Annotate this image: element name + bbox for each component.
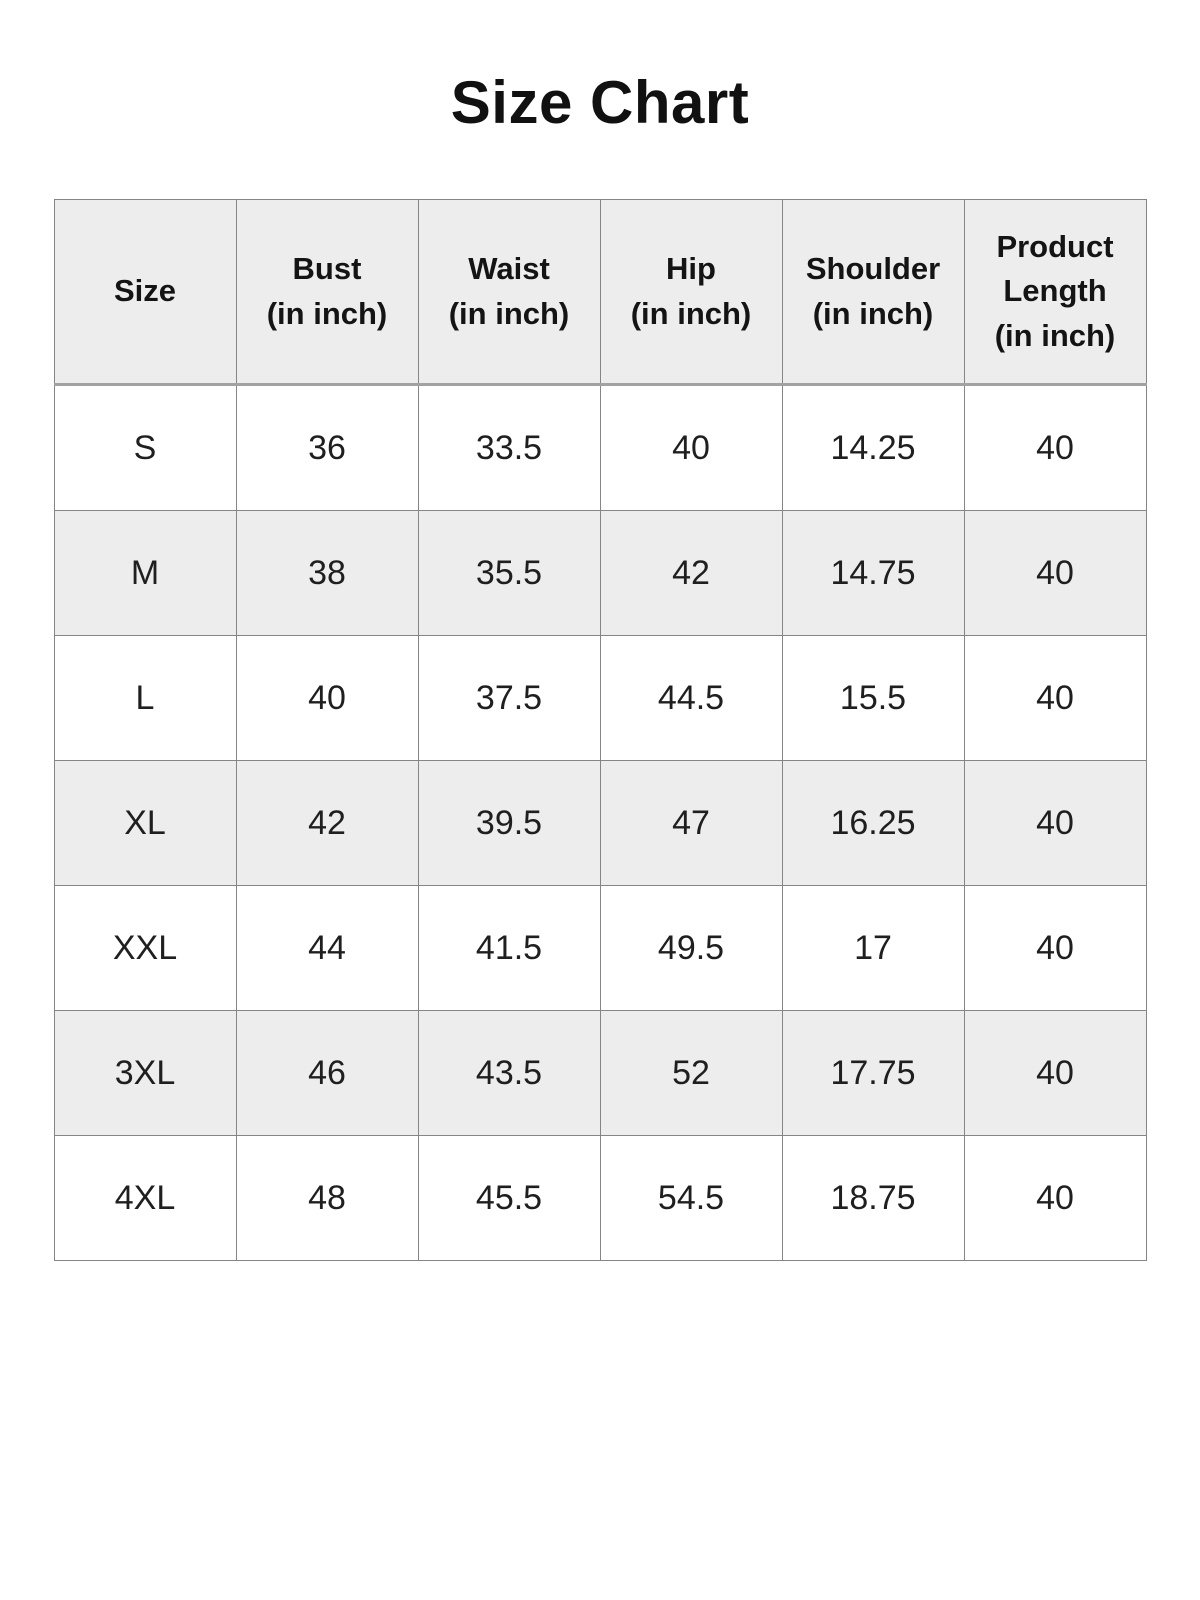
- shoulder-cell: 14.75: [782, 511, 964, 636]
- shoulder-cell: 14.25: [782, 385, 964, 511]
- table-row-3xl: [54, 1011, 1146, 1136]
- header-row: [54, 200, 1146, 385]
- bust-cell: 36: [236, 385, 418, 511]
- hip-cell: 44.5: [600, 636, 782, 761]
- hip-cell: 54.5: [600, 1136, 782, 1261]
- bust-cell: 40: [236, 636, 418, 761]
- bust-cell: 44: [236, 886, 418, 1011]
- column-header-bust: [236, 200, 418, 385]
- table-row-s: [54, 385, 1146, 511]
- column-label: Product Length: [996, 229, 1114, 309]
- hip-cell: 40: [600, 385, 782, 511]
- shoulder-cell: 15.5: [782, 636, 964, 761]
- table-row-m: [54, 511, 1146, 636]
- product-length-cell: 40: [964, 1136, 1146, 1261]
- column-label: Hip: [666, 251, 716, 287]
- product-length-cell: 40: [964, 761, 1146, 886]
- product-length-cell: 40: [964, 1011, 1146, 1136]
- page-title: Size Chart: [450, 69, 750, 136]
- waist-cell: 43.5: [418, 1011, 600, 1136]
- column-unit: (in inch): [812, 295, 934, 331]
- size-cell: 3XL: [54, 1011, 236, 1136]
- bust-cell: 42: [236, 761, 418, 886]
- column-header-size: [54, 200, 236, 385]
- size-chart-header: [54, 200, 1146, 385]
- bust-cell: 48: [236, 1136, 418, 1261]
- waist-cell: 39.5: [418, 761, 600, 886]
- column-header-hip: [600, 200, 782, 385]
- size-cell: XL: [54, 761, 236, 886]
- shoulder-cell: 18.75: [782, 1136, 964, 1261]
- product-length-cell: 40: [964, 385, 1146, 511]
- size-cell: S: [54, 385, 236, 511]
- column-label: Size: [113, 273, 177, 309]
- bust-cell: 38: [236, 511, 418, 636]
- shoulder-cell: 17.75: [782, 1011, 964, 1136]
- waist-cell: 45.5: [418, 1136, 600, 1261]
- column-unit: (in inch): [266, 295, 388, 331]
- column-unit: (in inch): [994, 317, 1116, 353]
- shoulder-cell: 17: [782, 886, 964, 1011]
- table-row-xl: [54, 761, 1146, 886]
- column-label: Bust: [292, 251, 362, 287]
- size-cell: L: [54, 636, 236, 761]
- size-cell: XXL: [54, 886, 236, 1011]
- hip-cell: 52: [600, 1011, 782, 1136]
- size-cell: 4XL: [54, 1136, 236, 1261]
- hip-cell: 49.5: [600, 886, 782, 1011]
- waist-cell: 35.5: [418, 511, 600, 636]
- size-chart-body: [54, 385, 1146, 1261]
- table-row-4xl: [54, 1136, 1146, 1261]
- column-unit: (in inch): [630, 295, 752, 331]
- bust-cell: 46: [236, 1011, 418, 1136]
- column-header-waist: [418, 200, 600, 385]
- size-chart-table: [54, 199, 1147, 1261]
- waist-cell: 33.5: [418, 385, 600, 511]
- waist-cell: 41.5: [418, 886, 600, 1011]
- waist-cell: 37.5: [418, 636, 600, 761]
- product-length-cell: 40: [964, 636, 1146, 761]
- table-row-l: [54, 636, 1146, 761]
- product-length-cell: 40: [964, 511, 1146, 636]
- product-length-cell: 40: [964, 886, 1146, 1011]
- size-cell: M: [54, 511, 236, 636]
- hip-cell: 47: [600, 761, 782, 886]
- table-row-xxl: [54, 886, 1146, 1011]
- column-header-product-length: [964, 200, 1146, 385]
- hip-cell: 42: [600, 511, 782, 636]
- column-unit: (in inch): [448, 295, 570, 331]
- shoulder-cell: 16.25: [782, 761, 964, 886]
- column-header-shoulder: [782, 200, 964, 385]
- column-label: Waist: [468, 251, 550, 287]
- column-label: Shoulder: [805, 251, 941, 287]
